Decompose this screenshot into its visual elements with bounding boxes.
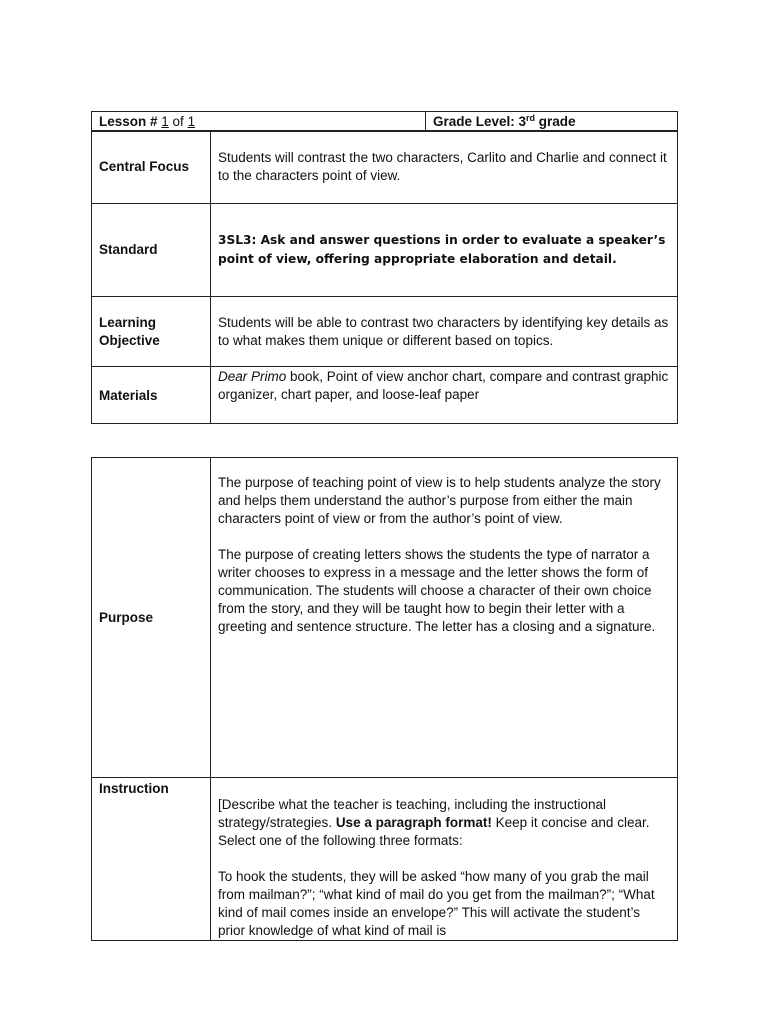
learning-objective-label: Learning Objective	[92, 297, 211, 367]
lesson-plan-table	[91, 457, 678, 941]
grade-level-cell	[426, 112, 678, 132]
standard-label: Standard	[92, 204, 211, 297]
lesson-details-table	[91, 130, 678, 424]
grade-superscript: rd	[526, 113, 536, 123]
grade-suffix: grade	[535, 114, 576, 129]
instruction-intro-b: Keep it concise and clear. Select one of the following three formats:	[218, 815, 650, 848]
purpose-cell	[211, 458, 678, 778]
learning-objective-text: Students will be able to contrast two characters by identifying key details as to what makes them unique or different based on topics.	[211, 297, 678, 367]
lesson-total: 1	[187, 114, 196, 129]
lesson-label: Lesson #	[99, 114, 162, 129]
instruction-row	[92, 778, 678, 941]
materials-book-title: Dear Primo	[218, 369, 287, 384]
materials-label: Materials	[92, 367, 211, 424]
purpose-row	[92, 458, 678, 778]
standard-text: 3SL3: Ask and answer questions in order to evaluate a speaker’s point of view, offering appropriate elaboration and detail.	[211, 204, 678, 297]
materials-text: book, Point of view anchor chart, compare and contrast graphic organizer, chart paper, and loose-leaf paper	[218, 369, 669, 402]
lesson-number: 1	[161, 114, 169, 129]
standard-row	[92, 204, 678, 297]
lesson-overview-table	[91, 111, 678, 132]
materials-row	[92, 367, 678, 424]
header-row	[92, 112, 678, 132]
instruction-paragraph-1	[218, 796, 670, 850]
instruction-cell	[211, 778, 678, 941]
central-focus-row	[92, 131, 678, 204]
purpose-paragraph-2: The purpose of creating letters shows the students the type of narrator a writer chooses to express in a message and the letter shows the form of communication. The students will choose a character of their own choice from the story, and they will be taught how to begin their letter with a greeting and sentence structure. The letter has a closing and a signature.	[218, 547, 656, 634]
instruction-intro-bold: Use a paragraph format!	[335, 815, 492, 830]
purpose-paragraph-1: The purpose of teaching point of view is to help students analyze the story and helps them understand the author’s purpose from either the main characters point of view or from the author’s point of view.	[218, 475, 661, 526]
purpose-label: Purpose	[92, 458, 211, 778]
learning-objective-row	[92, 297, 678, 367]
central-focus-label: Central Focus	[92, 131, 211, 204]
central-focus-text: Students will contrast the two characters, Carlito and Charlie and connect it to the characters point of view.	[211, 131, 678, 204]
instruction-label: Instruction	[92, 778, 211, 941]
grade-label: Grade Level: 3	[433, 114, 527, 129]
lesson-number-cell	[92, 112, 426, 132]
lesson-of-text: of	[168, 114, 188, 129]
materials-cell	[211, 367, 678, 424]
instruction-intro-a: [Describe what the teacher is teaching, including the instructional strategy/strategies.	[218, 797, 606, 830]
instruction-paragraph-2: To hook the students, they will be asked “how many of you grab the mail from mailman?”; “what kind of mail do you get from the mailman?”; “What kind of mail comes inside an envelope?” This will activate the student’s prior knowledge of what kind of mail is	[218, 869, 655, 938]
